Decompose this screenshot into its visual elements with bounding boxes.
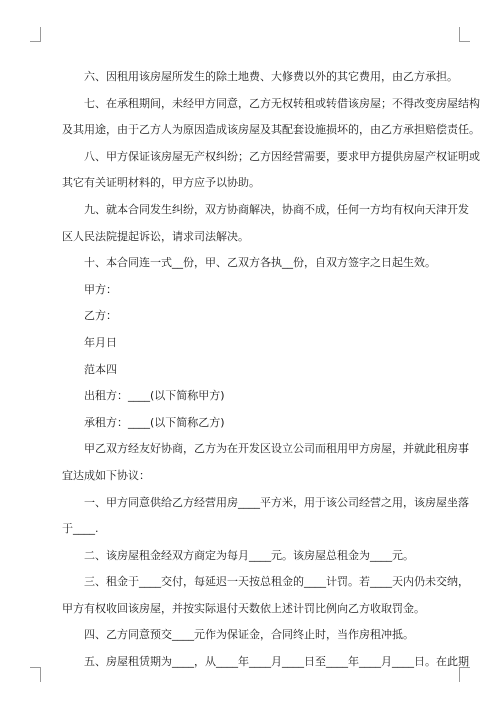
paragraph-line: 范本四 (84, 362, 117, 376)
document-body (62, 64, 480, 676)
paragraph-line: 九、就本合同发生纠纷，双方协商解决，协商不成，任何一方均有权向天津开发 (84, 202, 469, 216)
paragraph-line: 一、甲方同意供给乙方经营用房____平方米，用于该公司经营之用，该房屋坐落 (84, 495, 469, 509)
paragraph-line: 甲方： (84, 282, 117, 296)
paragraph-line: 其它有关证明材料的，甲方应予以协助。 (62, 176, 260, 190)
paragraph-line: 二、该房屋租金经双方商定为每月____元。该房屋总租金为____元。 (84, 548, 414, 562)
paragraph-line: 及其用途，由于乙方人为原因造成该房屋及其配套设施损坏的，由乙方承担赔偿责任。 (62, 123, 480, 137)
paragraph-line: 宜达成如下协议： (62, 468, 150, 482)
paragraph-line: 甲方有权收回该房屋，并按实际退付天数依上述计罚比例向乙方收取罚金。 (62, 601, 425, 615)
paragraph-line: 七、在承租期间，未经甲方同意，乙方无权转租或转借该房屋；不得改变房屋结构 (84, 96, 480, 110)
paragraph-line: 区人民法院提起诉讼，请求司法解决。 (62, 229, 249, 243)
paragraph-line: 甲乙双方经友好协商，乙方为在开发区设立公司而租用甲方房屋，并就此租房事 (84, 442, 469, 456)
crop-mark-bottom-left (30, 667, 41, 682)
paragraph-line: 六、因租用该房屋所发生的除土地费、大修费以外的其它费用，由乙方承担。 (84, 70, 458, 83)
paragraph-line: 十、本合同连一式__份，甲、乙双方各执__份，自双方签字之日起生效。 (84, 256, 436, 270)
paragraph-line: 四、乙方同意预交____元作为保证金，合同终止时，当作房租冲抵。 (84, 628, 414, 642)
paragraph-line: 五、房屋租赁期为____，从____年____月____日至____年____月____日。在此期 (84, 655, 469, 669)
crop-mark-top-left (30, 27, 41, 42)
paragraph-line: 乙方： (84, 309, 117, 323)
paragraph-line: 年月日 (84, 335, 117, 349)
paragraph-line: 于____. (62, 522, 99, 536)
crop-mark-top-right (459, 27, 470, 42)
paragraph-line: 八、甲方保证该房屋无产权纠纷；乙方因经营需要，要求甲方提供房屋产权证明或 (84, 149, 480, 163)
paragraph-line: 承租方：____(以下简称乙方) (84, 415, 225, 429)
paragraph-line: 出租方：____(以下简称甲方) (84, 389, 225, 403)
paragraph-line: 三、租金于____交付，每延迟一天按总租金的____计罚。若____天内仍未交纳， (84, 575, 469, 589)
